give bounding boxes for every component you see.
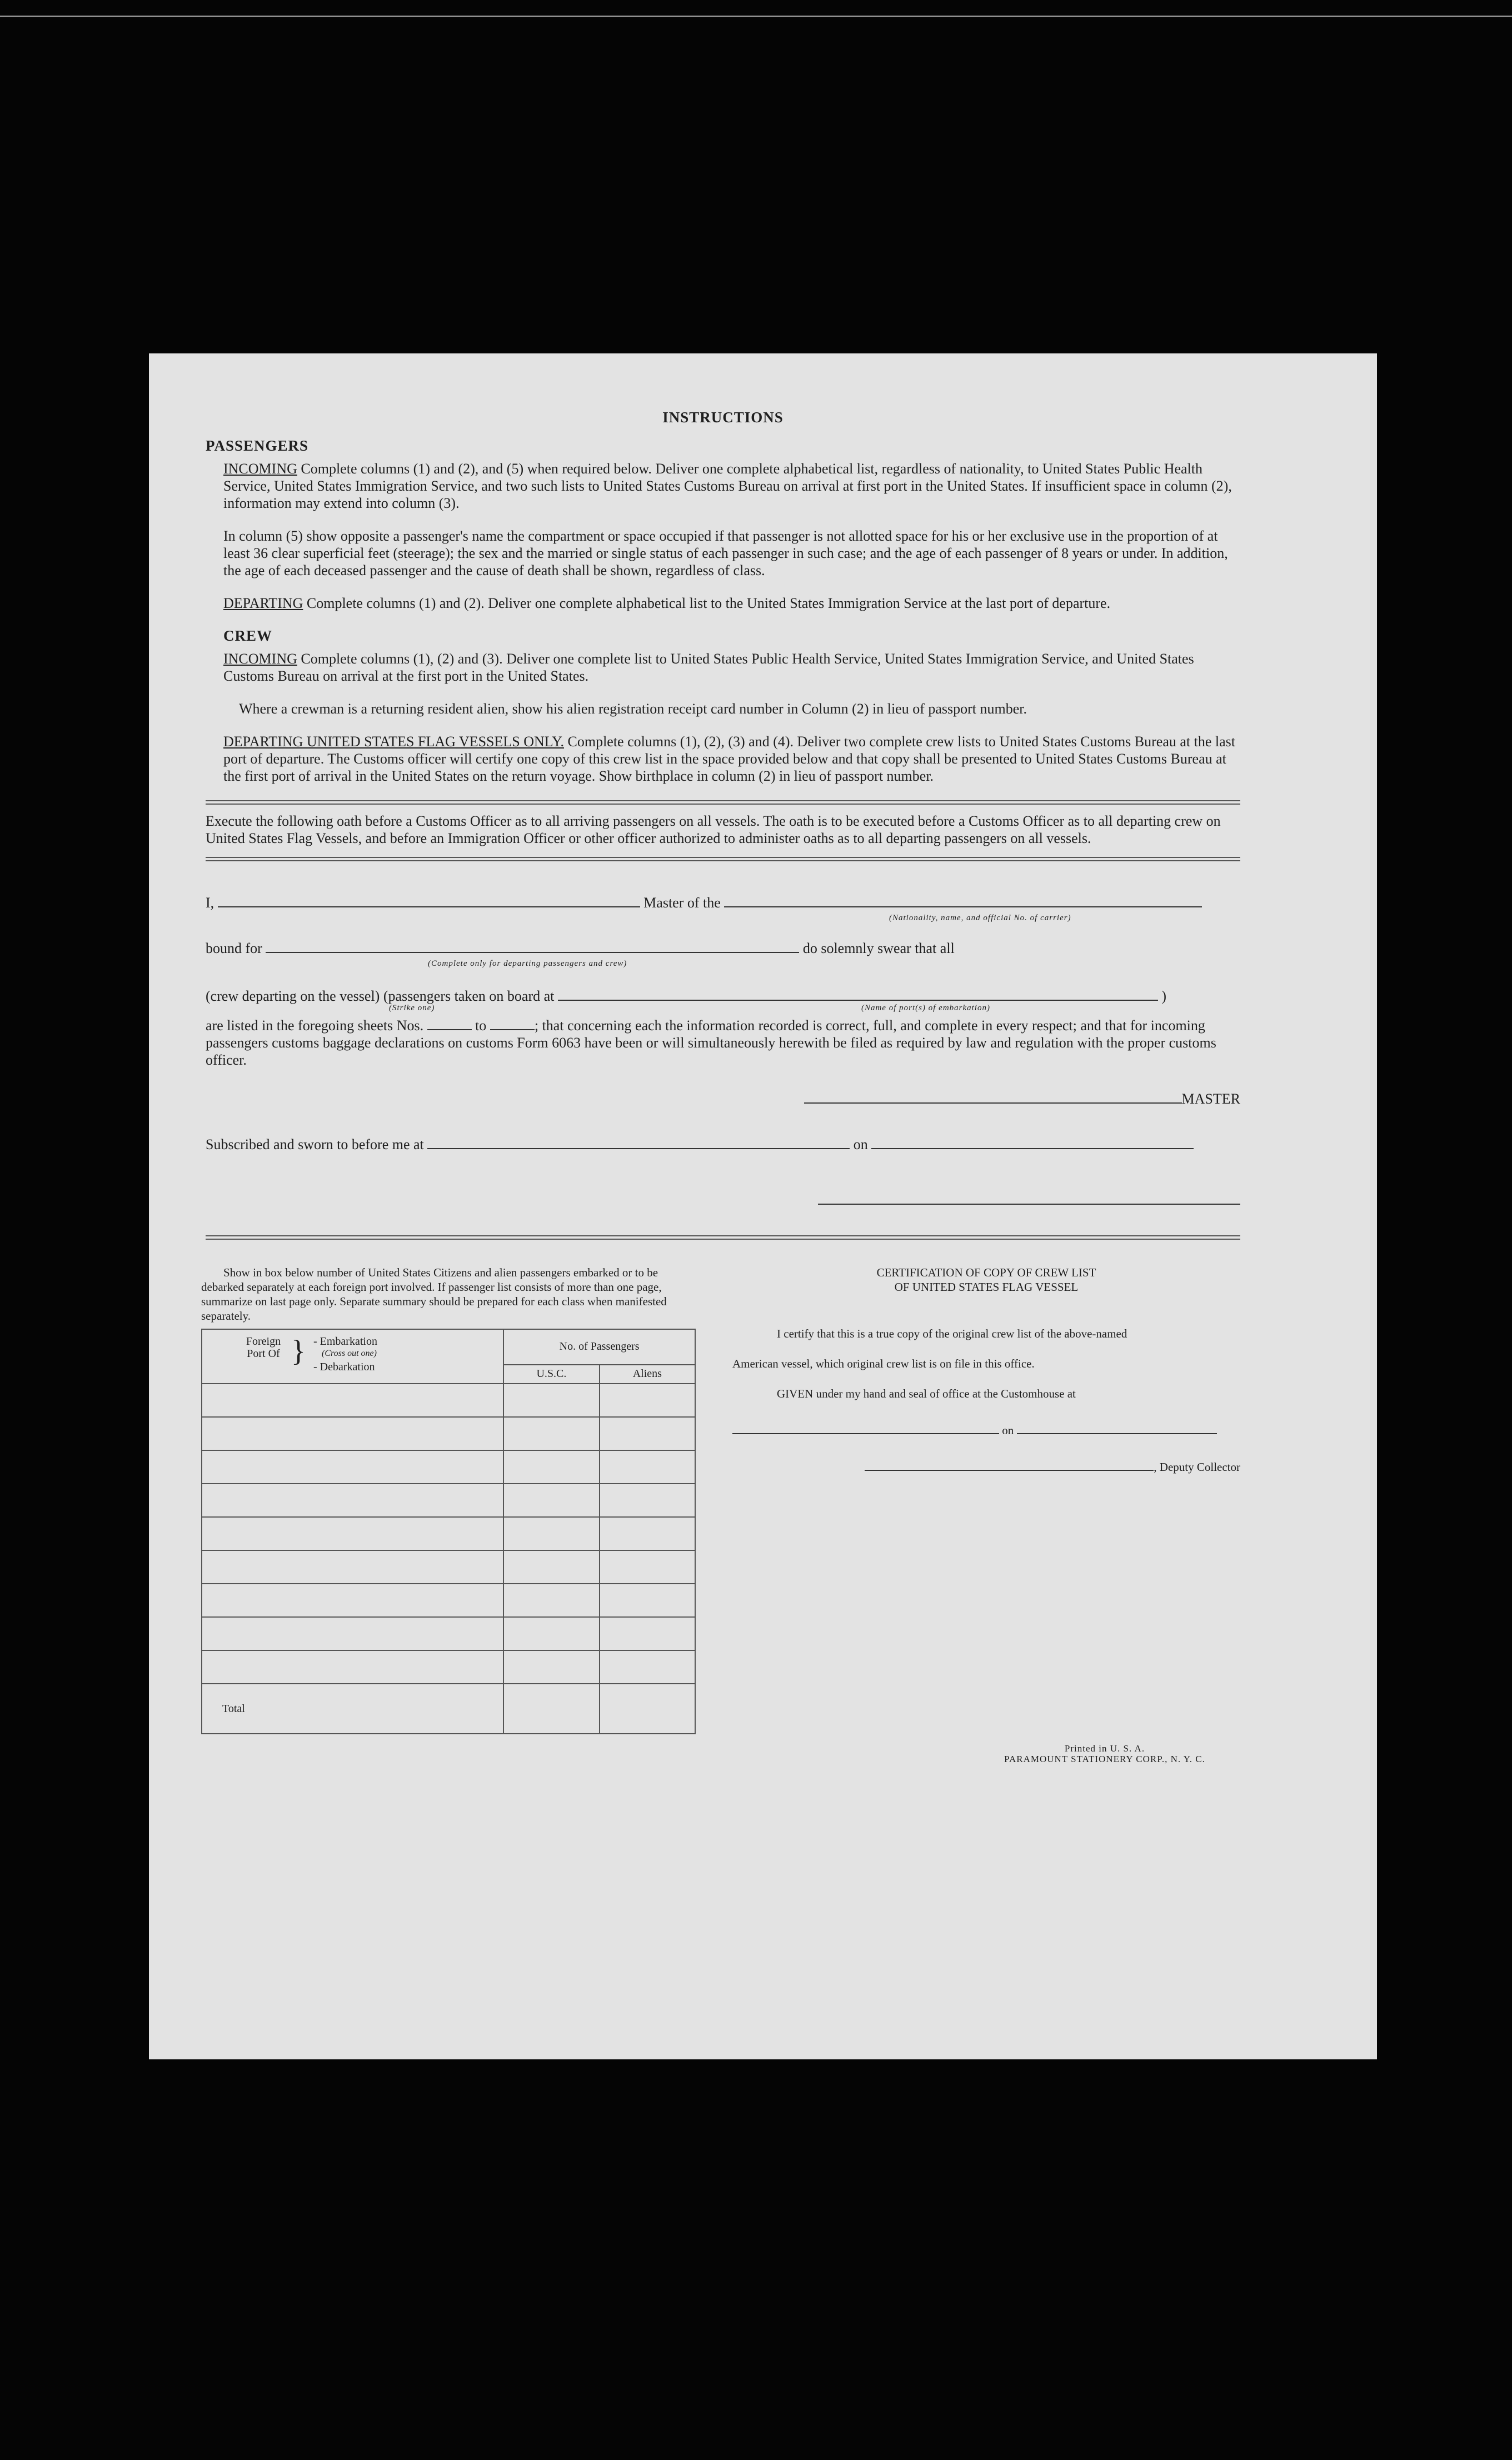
port-cell[interactable]	[202, 1617, 503, 1650]
usc-cell[interactable]	[503, 1484, 599, 1517]
certify-line-1: I certify that this is a true copy of the original crew list of the above-named	[777, 1327, 1127, 1340]
usc-cell[interactable]	[503, 1617, 599, 1650]
port-cell[interactable]	[202, 1584, 503, 1617]
deputy-row	[732, 1460, 1240, 1474]
usc-cell[interactable]	[503, 1384, 599, 1417]
crew-departing-lead: DEPARTING UNITED STATES FLAG VESSELS ONLY.	[223, 733, 564, 750]
passengers-departing-paragraph	[223, 595, 1240, 612]
sheet-from-field[interactable]	[427, 1029, 472, 1030]
table-row	[202, 1517, 695, 1550]
certification-title-2: OF UNITED STATES FLAG VESSEL	[894, 1280, 1079, 1294]
total-aliens-cell[interactable]	[600, 1684, 695, 1734]
section-divider	[206, 1235, 1240, 1240]
usc-cell[interactable]	[503, 1650, 599, 1684]
table-row	[202, 1484, 695, 1517]
swear-label: do solemnly swear that all	[802, 940, 955, 956]
strike-one-caption: (Strike one)	[389, 1004, 435, 1012]
crew-heading: CREW	[223, 627, 273, 644]
crew-departing-text: Complete columns (1), (2), (3) and (4). Deliver two complete crew lists to United States Customs Bureau at the last port of departure. The Customs officer will certify one copy of this crew list in the space provided below and that copy shall be presented to United States Customs Bureau at the first port of arrival in the United States on the return voyage. Show birthplace in column (2) in lieu of passport number.	[223, 733, 1236, 784]
sheet-to-field[interactable]	[490, 1029, 535, 1030]
form-page	[149, 353, 1377, 2059]
certification-section	[732, 1265, 1240, 1764]
aliens-cell[interactable]	[600, 1450, 695, 1484]
form-content	[201, 409, 1240, 1823]
port-cell[interactable]	[202, 1450, 503, 1484]
usc-cell[interactable]	[503, 1550, 599, 1584]
passengers-incoming-lead: INCOMING	[223, 461, 297, 477]
bottom-section	[201, 1245, 1240, 1823]
officer-signature-row	[206, 1192, 1240, 1209]
passengers-heading: PASSENGERS	[206, 437, 309, 454]
table-row	[202, 1617, 695, 1650]
total-usc-cell[interactable]	[503, 1684, 599, 1734]
usc-cell[interactable]	[503, 1450, 599, 1484]
subscribed-row	[206, 1136, 1240, 1153]
bound-for-field[interactable]	[266, 952, 799, 953]
aliens-cell[interactable]	[600, 1617, 695, 1650]
oath-master-row	[206, 895, 1240, 922]
oath-bound-row	[206, 940, 1240, 968]
usc-header: U.S.C.	[503, 1365, 599, 1384]
crew-incoming-lead: INCOMING	[223, 651, 297, 667]
scan-edge-line	[0, 16, 1512, 17]
summary-instructions: Show in box below number of United States Citizens and alien passengers embarked or to be debarked separately at each foreign port involved. If passenger list consists of more than one page, summarize on last page only. Separate summary should be prepared for each class when manifested separately.	[201, 1266, 667, 1323]
aliens-cell[interactable]	[600, 1584, 695, 1617]
nationality-caption: (Nationality, name, and official No. of carrier)	[889, 914, 1071, 922]
master-label: MASTER	[1181, 1091, 1240, 1107]
embarkation-label: - Embarkation	[313, 1335, 377, 1348]
port-cell[interactable]	[202, 1484, 503, 1517]
officer-signature-field[interactable]	[818, 1204, 1240, 1205]
summary-table	[201, 1329, 696, 1734]
port-cell[interactable]	[202, 1550, 503, 1584]
subscribed-label: Subscribed and sworn to before me at	[206, 1136, 424, 1152]
aliens-header: Aliens	[600, 1365, 695, 1384]
port-cell[interactable]	[202, 1650, 503, 1684]
oath-instructions: Execute the following oath before a Customs Officer as to all arriving passengers on all vessels. The oath is to be executed before a Customs Officer as to all departing crew on United States Flag Vessels, and before an Immigration Officer or other officer authorized to administer oaths as to all departing passengers on all vessels.	[206, 813, 1221, 846]
sworn-on-label: on	[853, 1136, 868, 1152]
oath-crew-row	[206, 988, 1240, 1012]
master-of-label: Master of the	[643, 895, 721, 911]
passengers-incoming-paragraph	[223, 460, 1240, 512]
carrier-field[interactable]	[724, 906, 1202, 907]
table-row	[202, 1384, 695, 1417]
aliens-cell[interactable]	[600, 1517, 695, 1550]
port-header-cell	[202, 1329, 503, 1384]
total-label: Total	[202, 1684, 503, 1734]
table-row	[202, 1450, 695, 1484]
close-paren: )	[1161, 988, 1167, 1004]
aliens-cell[interactable]	[600, 1384, 695, 1417]
printer-imprint	[977, 1743, 1232, 1764]
summary-section	[201, 1265, 701, 1734]
customhouse-field[interactable]	[732, 1433, 999, 1434]
passengers-departing-text: Complete columns (1) and (2). Deliver one complete alphabetical list to the United States Immigration Service at the last port of departure.	[303, 595, 1111, 611]
sworn-date-field[interactable]	[871, 1148, 1194, 1149]
table-row	[202, 1417, 695, 1450]
master-signature-field[interactable]	[804, 1102, 1182, 1104]
passengers-incoming-text: Complete columns (1) and (2), and (5) when required below. Deliver one complete alphabetical list, regardless of nationality, to United States Public Health Service, United States Immigration Service, and two such lists to United States Customs Bureau on arrival at first port in the United States. If insufficient space in column (2), information may extend into column (3).	[223, 461, 1232, 511]
table-row	[202, 1550, 695, 1584]
to-label: to	[475, 1017, 487, 1034]
foreign-port-label: Foreign Port Of	[246, 1335, 281, 1360]
section-divider	[206, 857, 1240, 861]
listed-paragraph	[206, 1017, 1240, 1069]
passengers-header-cell: No. of Passengers	[503, 1329, 695, 1365]
certification-title-1: CERTIFICATION OF COPY OF CREW LIST	[876, 1266, 1096, 1279]
passengers-column5-paragraph: In column (5) show opposite a passenger's name the compartment or space occupied if that passenger is not allotted space for his or her exclusive use in the proportion of at least 36 clear superficial feet (steerage); the sex and the married or single status of each passenger in such case; and the age of each passenger of 8 years or under. In addition, the age of each deceased passenger and the cause of death shall be shown, regardless of class.	[223, 528, 1228, 578]
embarkation-port-field[interactable]	[558, 1000, 1158, 1001]
usc-cell[interactable]	[503, 1584, 599, 1617]
deputy-label: , Deputy Collector	[1154, 1460, 1240, 1474]
master-name-field[interactable]	[218, 906, 640, 907]
aliens-cell[interactable]	[600, 1550, 695, 1584]
given-label: GIVEN under my hand and seal of office at the Customhouse at	[777, 1387, 1076, 1400]
certify-line-2: American vessel, which original crew list is on file in this office.	[732, 1357, 1035, 1370]
listed-label: are listed in the foregoing sheets Nos.	[206, 1017, 424, 1034]
table-row	[202, 1584, 695, 1617]
crew-incoming-text: Complete columns (1), (2) and (3). Deliver one complete list to United States Public Health Service, United States Immigration Service, and United States Customs Bureau on arrival at the first port in the United States.	[223, 651, 1194, 684]
crew-incoming-paragraph	[223, 650, 1240, 685]
crew-departing-paragraph	[223, 733, 1240, 785]
customhouse-row	[732, 1423, 1240, 1438]
deputy-signature-field[interactable]	[865, 1470, 1154, 1471]
section-divider	[206, 800, 1240, 805]
summary-header-row	[202, 1329, 695, 1365]
aliens-cell[interactable]	[600, 1417, 695, 1450]
port-cell[interactable]	[202, 1384, 503, 1417]
debarkation-label: - Debarkation	[313, 1361, 375, 1373]
oath-i-label: I,	[206, 895, 214, 911]
cross-out-label: (Cross out one)	[322, 1349, 377, 1358]
aliens-cell[interactable]	[600, 1484, 695, 1517]
port-cell[interactable]	[202, 1517, 503, 1550]
brace-icon: }	[291, 1334, 306, 1368]
ports-caption: (Name of port(s) of embarkation)	[861, 1004, 990, 1012]
total-row	[202, 1684, 695, 1734]
master-signature-row	[206, 1091, 1240, 1107]
printed-line-1: Printed in U. S. A.	[1064, 1743, 1145, 1754]
listed-rest: ; that concerning each the information recorded is correct, full, and complete in every respect; and that for incoming passengers customs baggage declarations on customs Form 6063 have been or will simultaneously herewith be filed as required by law and regulation with the proper customs officer.	[206, 1017, 1216, 1068]
passengers-departing-lead: DEPARTING	[223, 595, 303, 611]
printed-line-2: PARAMOUNT STATIONERY CORP., N. Y. C.	[1004, 1754, 1205, 1764]
usc-cell[interactable]	[503, 1417, 599, 1450]
port-cell[interactable]	[202, 1417, 503, 1450]
sworn-place-field[interactable]	[427, 1148, 850, 1149]
table-row	[202, 1650, 695, 1684]
cert-on-label: on	[1002, 1424, 1014, 1437]
aliens-cell[interactable]	[600, 1650, 695, 1684]
usc-cell[interactable]	[503, 1517, 599, 1550]
bound-for-caption: (Complete only for departing passengers and crew)	[428, 959, 627, 968]
crew-returning-paragraph: Where a crewman is a returning resident alien, show his alien registration receipt card number in Column (2) in lieu of passport number.	[239, 701, 1027, 717]
crew-passengers-label: (crew departing on the vessel) (passengers taken on board at	[206, 988, 555, 1004]
cert-date-field[interactable]	[1017, 1433, 1217, 1434]
bound-for-label: bound for	[206, 940, 262, 956]
instructions-title: INSTRUCTIONS	[662, 409, 784, 426]
